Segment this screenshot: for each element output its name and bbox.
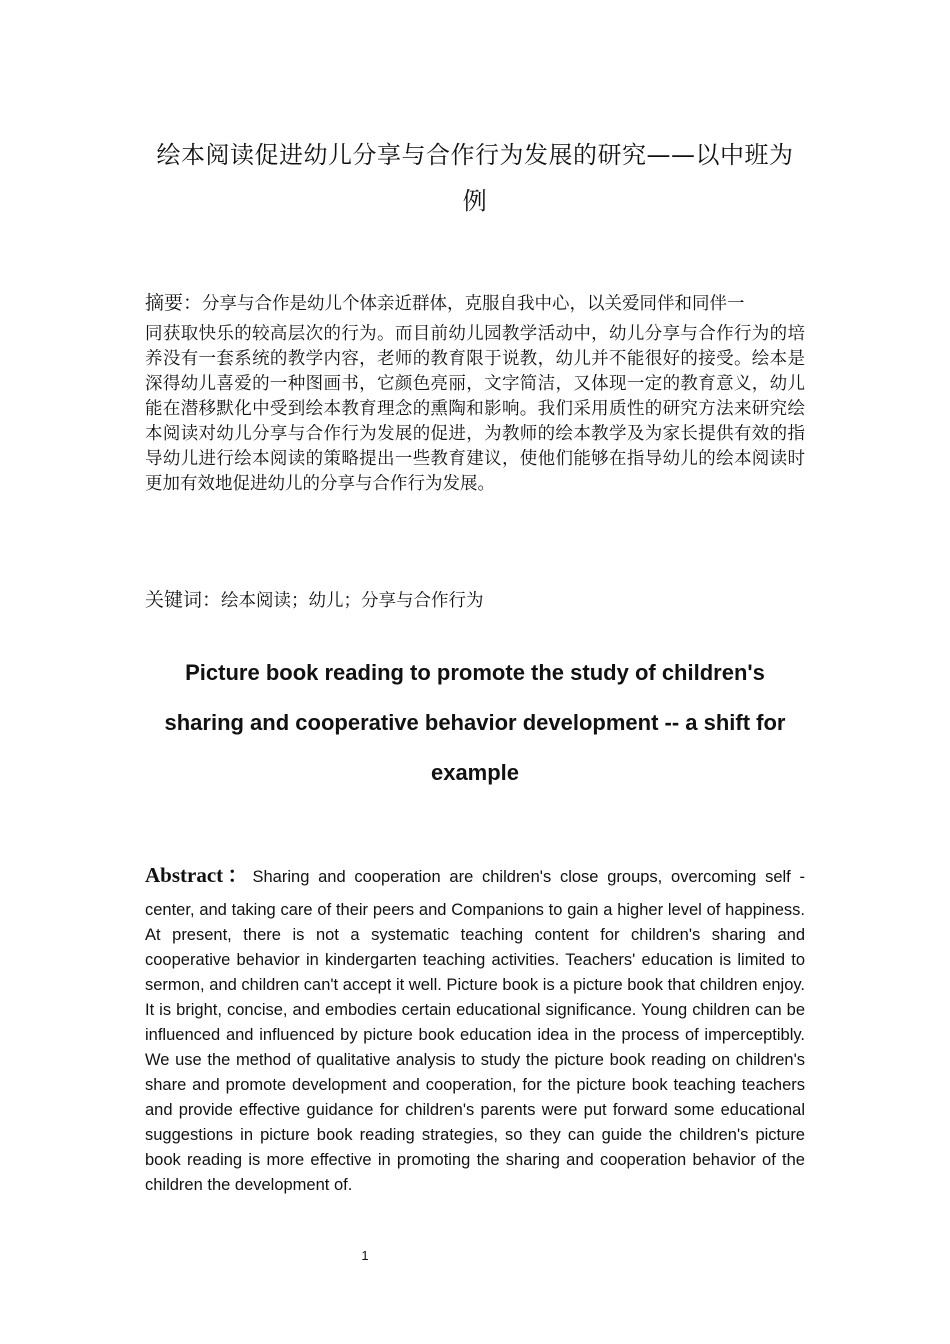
chinese-keywords bbox=[145, 584, 805, 617]
chinese-keywords-label: 关键词： bbox=[145, 589, 222, 611]
english-abstract-first-line bbox=[145, 854, 805, 898]
chinese-keywords-text: 绘本阅读；幼儿；分享与合作行为 bbox=[221, 591, 484, 611]
chinese-abstract-first-text: 分享与合作是幼儿个体亲近群体，克服自我中心，以关爱同伴和同伴一 bbox=[202, 294, 745, 314]
chinese-abstract-label: 摘要： bbox=[145, 292, 203, 314]
page-number: 1 bbox=[361, 1248, 369, 1263]
chinese-abstract bbox=[145, 285, 805, 497]
english-abstract-label: Abstract： bbox=[145, 863, 253, 887]
english-abstract-first-text: Sharing and cooperation are children's close groups, overcoming self - bbox=[252, 868, 805, 886]
chinese-abstract-first-line bbox=[145, 285, 805, 322]
english-abstract-body: center, and taking care of their peers and Companions to gain a higher level of happiness. At present, there is not a systematic teaching content for children's sharing and cooperative behavior in kindergarten teaching activities. Teachers' education is limited to sermon, and children can't accept it well. Picture book is a picture book that children enjoy. It is bright, concise, and embodies certain educational significance. Young children can be influenced and influenced by picture book education idea in the process of imperceptibly. We use the method of qualitative analysis to study the picture book reading on children's share and promote development and cooperation, for the picture book teaching teachers and provide effective guidance for children's parents were put forward some educational suggestions in picture book reading strategies, so they can guide the children's picture book reading is more effective in promoting the sharing and cooperation behavior of the children the development of. bbox=[145, 901, 805, 1194]
english-abstract bbox=[145, 854, 805, 1198]
chinese-abstract-body: 同获取快乐的较高层次的行为。而目前幼儿园教学活动中，幼儿分享与合作行为的培养没有一套系统的教学内容，老师的教育限于说教，幼儿并不能很好的接受。绘本是深得幼儿喜爱的一种图画书，它颜色亮丽，文字简洁，又体现一定的教育意义，幼儿能在潜移默化中受到绘本教育理念的熏陶和影响。我们采用质性的研究方法来研究绘本阅读对幼儿分享与合作行为发展的促进，为教师的绘本教学及为家长提供有效的指导幼儿进行绘本阅读的策略提出一些教育建议，使他们能够在指导幼儿的绘本阅读时更加有效地促进幼儿的分享与合作行为发展。 bbox=[145, 324, 805, 494]
english-title: Picture book reading to promote the study of children's sharing and cooperative behavior development -- a shift for example bbox=[164, 660, 786, 785]
chinese-title: 绘本阅读促进幼儿分享与合作行为发展的研究——以中班为例 bbox=[156, 141, 794, 215]
